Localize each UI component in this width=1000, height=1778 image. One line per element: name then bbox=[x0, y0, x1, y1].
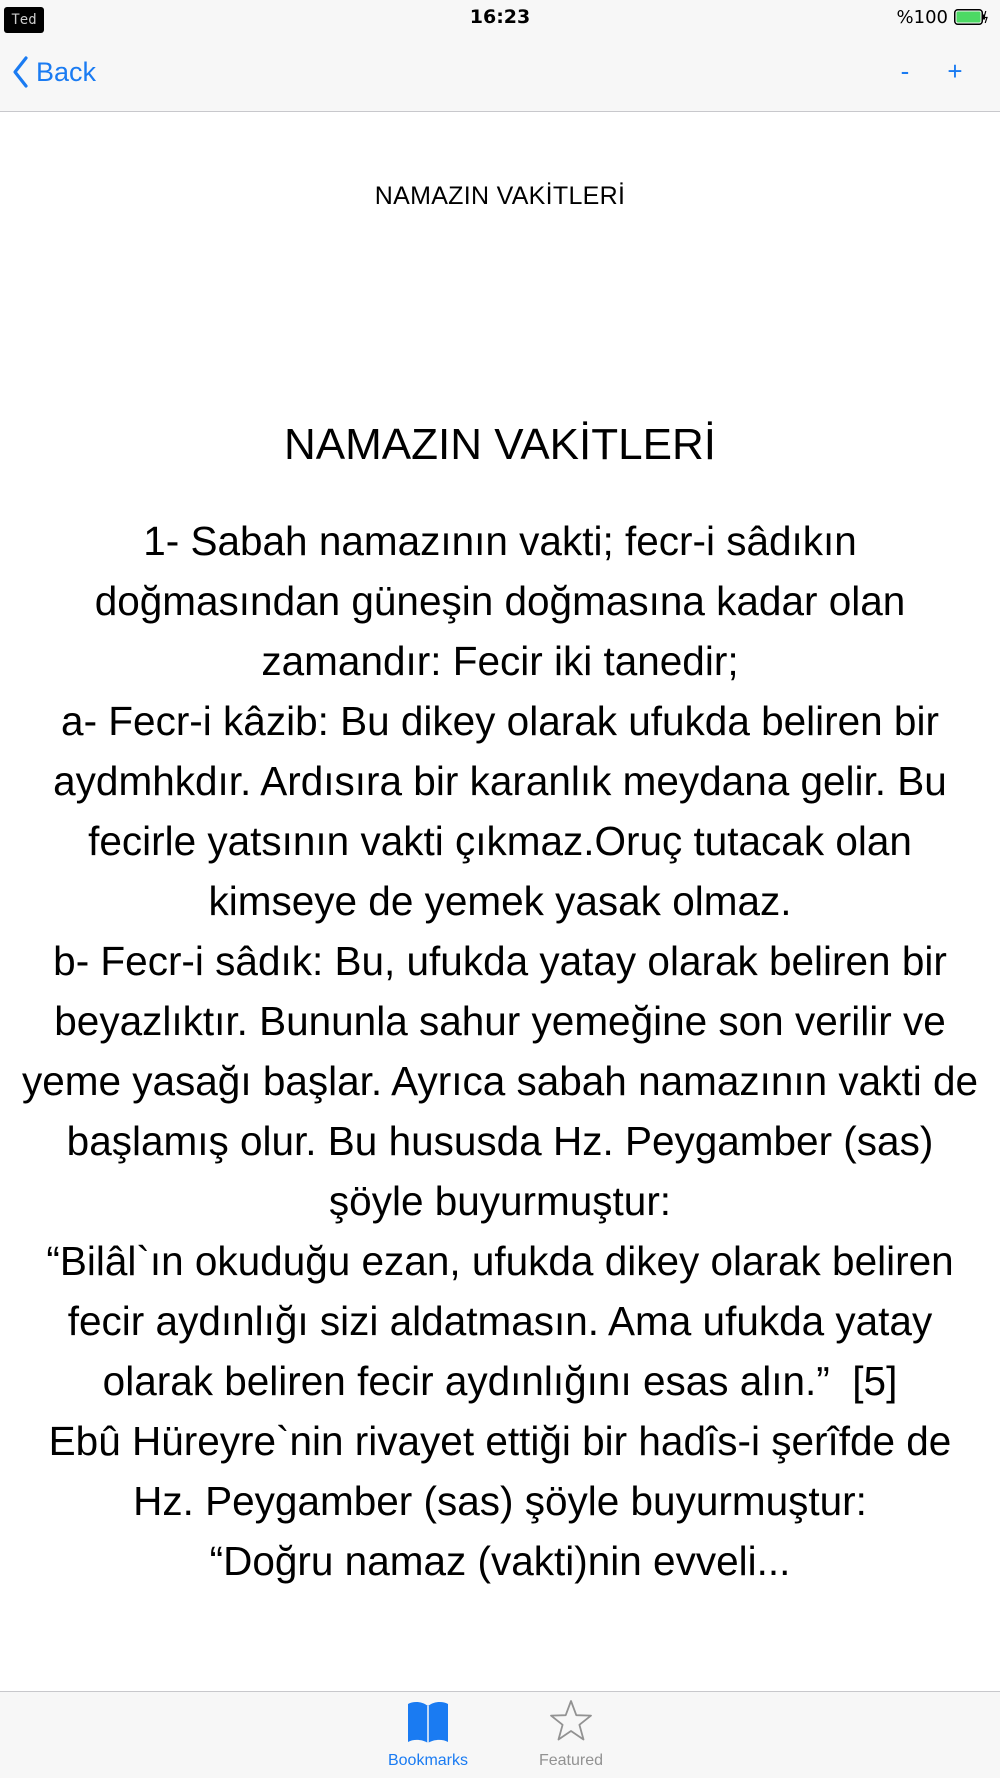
carrier-logo: Ted bbox=[4, 7, 44, 33]
increase-font-button[interactable]: + bbox=[947, 56, 963, 86]
book-icon bbox=[406, 1698, 450, 1746]
back-button[interactable] bbox=[12, 52, 96, 92]
chevron-left-icon bbox=[12, 56, 28, 88]
tab-bookmarks-label: Bookmarks bbox=[387, 1752, 469, 1769]
content-body-text: 1- Sabah namazının vakti; fecr-i sâdıkın doğmasından güneşin doğmasına kadar olan zamandır: Fecir iki tanedir; a- Fecr-i kâzib: Bu dikey olarak ufukda beliren bir aydmhkdır. Ardısıra bir karanlık meydana gelir. Bu fecirle yatsının vakti çıkmaz.Oruç tutacak olan kimseye de yemek yasak olmaz. b- Fecr-i sâdık: Bu, ufukda yatay olarak beliren bir beyazlıktır. Bununla sahur yemeğine son verilir ve yeme yasağı başlar. Ayrıca sabah namazının vakti de başlamış olur. Bu hususda Hz. Peygamber (sas) şöyle buyurmuştur: “Bilâl`ın okuduğu ezan, ufukda dikey olarak beliren fecir aydınlığı sizi aldatmasın. Ama ufukda yatay olarak beliren fecir aydınlığını esas alın.” [5] Ebû Hüreyre`nin rivayet ettiği bir hadîs-i şerîfde de Hz. Peygamber (sas) şöyle buyurmuştur: “Doğru namaz (vakti)nin evveli... bbox=[21, 518, 979, 1584]
battery-percentage: %100 bbox=[896, 7, 948, 28]
tab-bookmarks[interactable] bbox=[373, 1698, 483, 1770]
document-heading: NAMAZIN VAKİTLERİ bbox=[374, 182, 626, 210]
battery-icon bbox=[954, 9, 988, 25]
back-button-label: Back bbox=[36, 56, 97, 87]
tab-featured[interactable] bbox=[516, 1698, 626, 1770]
decrease-font-button[interactable]: - bbox=[900, 56, 910, 86]
tab-featured-label: Featured bbox=[538, 1752, 604, 1769]
tab-bar bbox=[0, 1691, 1000, 1778]
content-scroll-area[interactable] bbox=[20, 415, 980, 1584]
navigation-bar bbox=[0, 36, 1000, 112]
content-title: NAMAZIN VAKİTLERİ bbox=[284, 420, 716, 469]
status-time: 16:23 bbox=[469, 6, 531, 28]
star-icon bbox=[549, 1698, 593, 1746]
status-bar bbox=[0, 0, 1000, 36]
